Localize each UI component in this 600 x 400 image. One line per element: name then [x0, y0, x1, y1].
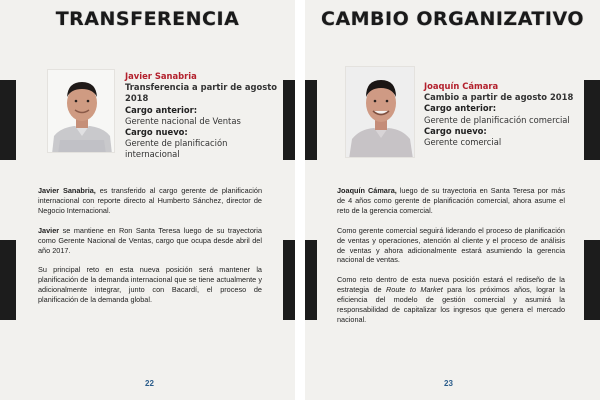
previous-role: Gerente nacional de Ventas [125, 115, 241, 126]
edge-tab [305, 80, 317, 160]
paragraph-text: se mantiene en Ron Santa Teresa luego de su trayectoria como Gerente Nacional de Ventas, cargo que ocupa desde abril del año 2017. [38, 225, 262, 255]
effective-date: Cambio a partir de agosto 2018 [424, 92, 574, 103]
previous-role-label: Cargo anterior: [125, 104, 198, 115]
paragraph-text: es transferido al cargo gerente de planificación internacional con reporte directo al Humberto Sánchez, director de Negocio Internacional. [38, 186, 263, 215]
profile-info [424, 81, 596, 148]
new-role-label: Cargo nuevo: [424, 125, 487, 136]
page-number: 22 [145, 379, 154, 388]
paragraph [38, 265, 262, 305]
new-role-continued: internacional [125, 149, 180, 160]
left-page [0, 0, 295, 400]
paragraph [38, 186, 262, 216]
profile-photo [47, 69, 115, 153]
new-role: Gerente de planificación [125, 138, 228, 149]
edge-tab [584, 240, 600, 320]
paragraph-text: para los próximos años, lograr la eficiencia del modelo de gestión comercial y asumirá la responsabilidad de capitalizar los ingresos que genera el mercado nacional. [337, 285, 565, 324]
paragraph-text: Como reto dentro de esta nueva posición estará el rediseño de la estrategia de [337, 275, 565, 295]
new-role-label: Cargo nuevo: [125, 127, 188, 138]
paragraph-text: luego de su trayectoria en Santa Teresa por más de 4 años como gerente de planificación comercial, ahora asume el reto de la gerencia comercial. [337, 186, 565, 215]
profile-info [125, 71, 290, 161]
paragraph [38, 226, 262, 256]
edge-tab [283, 240, 295, 320]
edge-tab [305, 240, 317, 320]
profile-photo [345, 66, 415, 158]
page-title: TRANSFERENCIA [55, 8, 240, 30]
previous-role: Gerente de planificación comercial [424, 114, 570, 125]
paragraph-text: Su principal reto en esta nueva posición será mantener la planificación de la demanda internacional que se tiene actualmente y adicionalmente integrar, junto con Bacardí, el proceso de planificación de la demanda global. [38, 265, 262, 305]
right-page [305, 0, 600, 400]
paragraph-lead-name: Joaquín Cámara, [337, 186, 397, 195]
person-name: Joaquín Cámara [424, 81, 499, 91]
page-gutter [295, 0, 305, 400]
page-title: CAMBIO ORGANIZATIVO [321, 8, 584, 30]
paragraph-lead-name: Javier [38, 225, 60, 235]
edge-tab [0, 240, 16, 320]
paragraph-lead-name: Javier Sanabria, [38, 186, 96, 195]
paragraph [337, 275, 565, 325]
effective-date: Transferencia a partir de agosto 2018 [125, 82, 278, 104]
page-number: 23 [444, 379, 453, 388]
person-name: Javier Sanabria [125, 71, 197, 81]
paragraph-text: Como gerente comercial seguirá liderando el proceso de planificación de ventas y operaciones, atención al cliente y el proceso de análisis de ventas y ahora adicionalmente estará asumiendo la gerencia nacional de ventas. [337, 225, 565, 265]
edge-tab [0, 80, 16, 160]
new-role: Gerente comercial [424, 137, 502, 148]
article-body [38, 186, 262, 315]
paragraph [337, 226, 565, 266]
previous-role-label: Cargo anterior: [424, 103, 497, 114]
paragraph [337, 186, 565, 216]
article-body [337, 186, 565, 335]
italic-term: Route to Market [386, 285, 443, 295]
